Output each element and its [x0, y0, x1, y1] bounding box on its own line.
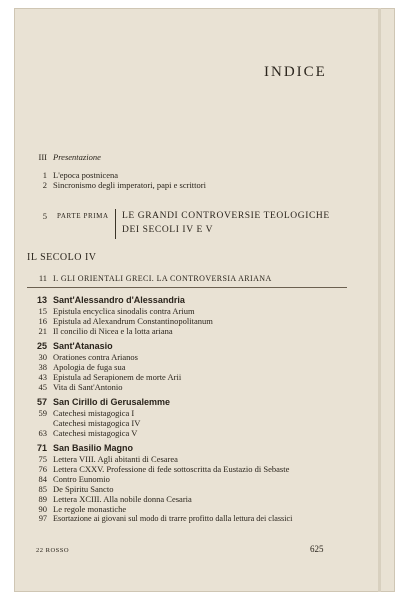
entry-text: Catechesi mistagogica I — [53, 408, 135, 418]
entry-page-number: 63 — [38, 428, 47, 438]
toc-entry — [27, 514, 292, 524]
author-page-number: 13 — [36, 295, 47, 305]
author-name: San Cirillo di Gerusalemme — [53, 397, 171, 407]
part-divider — [115, 209, 116, 239]
toc-entry — [27, 382, 123, 392]
toc-entry — [27, 362, 125, 372]
toc-entry — [27, 418, 140, 428]
entry-text: Apologia de fuga sua — [53, 362, 126, 372]
entry-page-number: 76 — [38, 464, 47, 474]
chapter-entry — [27, 273, 272, 284]
entry-text: Contro Eunomio — [53, 474, 110, 484]
author-name: Sant'Atanasio — [53, 341, 113, 351]
part-title-line: LE GRANDI CONTROVERSIE TEOLOGICHE — [122, 211, 330, 221]
entry-page-number: 38 — [38, 362, 47, 372]
author-page-number: 25 — [36, 341, 47, 351]
part-title — [122, 209, 330, 237]
entry-page-number: 1 — [42, 170, 47, 180]
entry-page-number: 15 — [38, 306, 47, 316]
part-title-line: DEI SECOLI IV E V — [122, 225, 214, 235]
toc-entry — [27, 316, 213, 326]
entry-text: Catechesi mistagogica IV — [53, 418, 141, 428]
entry-page-number: 90 — [38, 504, 47, 514]
author-name: San Basilio Magno — [53, 443, 134, 453]
entry-page-number: 84 — [38, 474, 47, 484]
toc-entry — [27, 454, 178, 464]
entry-page-number: 85 — [38, 484, 47, 494]
toc-entry — [27, 180, 206, 190]
page-title: INDICE — [264, 64, 327, 80]
intro-page-number: III — [38, 152, 47, 162]
toc-entry — [27, 484, 113, 494]
entry-page-number: 75 — [38, 454, 47, 464]
toc-entry — [27, 428, 137, 438]
part-page-number: 5 — [42, 211, 47, 221]
entry-text: Lettera XCIII. Alla nobile donna Cesaria — [53, 494, 192, 504]
author-heading — [27, 443, 133, 453]
toc-entry — [27, 408, 134, 418]
author-heading — [27, 397, 170, 407]
entry-text: Lettera VIII. Agli abitanti di Cesarea — [53, 454, 178, 464]
entry-text: Epistula ad Alexandrum Constantinopolitanum — [53, 316, 213, 326]
part-heading — [27, 209, 337, 241]
entry-page-number: 16 — [38, 316, 47, 326]
entry-page-number: 2 — [42, 180, 47, 190]
entry-page-number: 21 — [38, 326, 47, 336]
toc-entry — [27, 474, 110, 484]
entry-page-number: 43 — [38, 372, 47, 382]
entry-text: Vita di Sant'Antonio — [53, 382, 123, 392]
entry-text: De Spiritu Sancto — [53, 484, 114, 494]
entry-text: Epistula encyclica sinodalis contra Arium — [53, 306, 195, 316]
author-page-number: 57 — [36, 397, 47, 407]
chapter-title: I. GLI ORIENTALI GRECI. LA CONTROVERSIA ARIANA — [53, 274, 272, 283]
author-name: Sant'Alessandro d'Alessandria — [53, 295, 185, 305]
entry-page-number: 45 — [38, 382, 47, 392]
toc-entry — [27, 464, 289, 474]
toc-entry — [27, 326, 173, 336]
entry-text: Orationes contra Arianos — [53, 352, 138, 362]
page-edge — [378, 8, 381, 592]
toc-entry — [27, 372, 181, 382]
entry-text: Lettera CXXV. Professione di fede sottoscritta da Eustazio di Sebaste — [53, 464, 290, 474]
chapter-page-number: 11 — [38, 273, 47, 283]
intro-label: Presentazione — [53, 152, 101, 162]
author-heading — [27, 295, 185, 305]
toc-entry — [27, 504, 126, 514]
toc-entry — [27, 494, 192, 504]
toc-entry — [27, 352, 138, 362]
entry-page-number: 59 — [38, 408, 47, 418]
author-heading — [27, 341, 113, 351]
entry-text: Catechesi mistagogica V — [53, 428, 138, 438]
toc-entry — [27, 306, 195, 316]
author-page-number: 71 — [36, 443, 47, 453]
toc-entry — [27, 170, 118, 180]
part-label: PARTE PRIMA — [57, 212, 109, 220]
entry-text: Esortazione ai giovani sul modo di trarre profitto dalla lettura dei classici — [53, 514, 293, 523]
intro-entry — [27, 152, 101, 162]
entry-page-number: 89 — [38, 494, 47, 504]
entry-text: Sincronismo degli imperatori, papi e scrittori — [53, 180, 206, 190]
page-number: 625 — [310, 544, 324, 554]
chapter-rule — [27, 287, 347, 288]
entry-page-number: 30 — [38, 352, 47, 362]
entry-text: Epistula ad Serapionem de morte Arii — [53, 372, 182, 382]
entry-text: Le regole monastiche — [53, 504, 127, 514]
entry-text: L'epoca postnicena — [53, 170, 119, 180]
entry-page-number: 97 — [38, 514, 47, 523]
signature-mark: 22 ROSSO — [36, 547, 70, 554]
century-heading: IL SECOLO IV — [27, 252, 97, 263]
entry-text: Il concilio di Nicea e la lotta ariana — [53, 326, 173, 336]
